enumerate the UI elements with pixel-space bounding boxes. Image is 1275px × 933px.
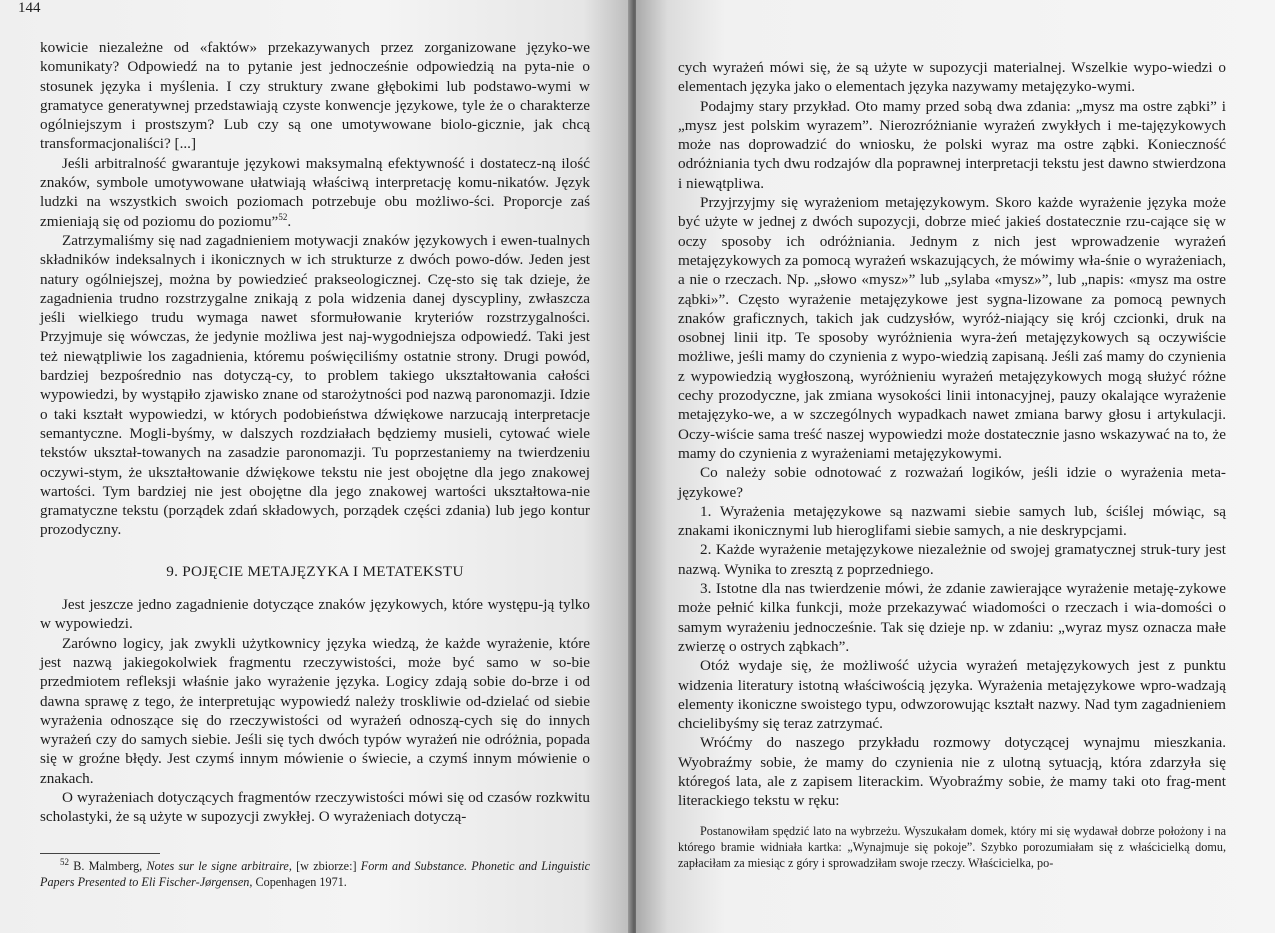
paragraph: Co należy sobie odnotować z rozważań logików, jeśli idzie o wyrażenia meta-językowe?	[678, 464, 1226, 501]
left-page-text	[40, 38, 590, 827]
list-item: 1. Wyrażenia metajęzykowe są nazwami siebie samych lub, ściślej mówiąc, są znakami ikonicznymi lub hieroglifami siebie samych, a nie deskrypcjami.	[678, 502, 1226, 540]
footnote	[40, 858, 590, 890]
footnote-title: Notes sur le signe arbitraire,	[146, 859, 292, 873]
footnote-place: Copenhagen 1971.	[255, 875, 347, 889]
footnote-reference[interactable]: 52	[278, 211, 288, 222]
paragraph: cych wyrażeń mówi się, że są użyte w supozycji materialnej. Wszelkie wypo-wiedzi o elementach języka jako o elementach języka nazywamy metajęzyko-wymi.	[678, 59, 1226, 96]
paragraph: Przyjrzyjmy się wyrażeniom metajęzykowym. Skoro każde wyrażenie języka może być użyte w jednej z dwóch supozycji, dobrze mieć jakieś dostatecznie rzu-cające się w oczy sposoby ich odróżniania. Jednym z nich jest wprowadzenie wyrażeń metajęzykowych za pomocą wyrażeń wskazujących, że mówimy wła-śnie o wyrażeniach, a nie o rzeczach. Np. „słowo «mysz»” lub „sylaba «mysz»”, lub „napis: «mysz ma ostre ząbki»”. Często wyrażenie metajęzykowe jest sygna-lizowane za pomocą pewnych znaków graficznych, takich jak cudzysłów, wyróż-niający się krój czcionki, druk na osobnej linii itp. Te sposoby wyróżnienia wyra-żeń metajęzykowych są oczywiście możliwe, jeśli mamy do czynienia z wypo-wiedzią zapisaną. Jeśli zaś mamy do czynienia z wypowiedzią wygłoszoną, wyróżnieniu wyrażeń metajęzykowych mogą służyć różne cechy prozodyczne, jak zmiana wysokości linii intonacyjnej, pauzy okalające wyrażenie metajęzyko-we, a w szczególnych wypadkach nawet zmiana barwy głosu i artykulacji. Oczy-wiście sama treść naszej wypowiedzi może dostatecznie jasno wskazywać na to, że mamy do czynienia z wyrażeniami metajęzykowymi.	[678, 194, 1226, 462]
section-heading: 9. POJĘCIE METAJĘZYKA I METATEKSTU	[166, 562, 464, 580]
paragraph: Podajmy stary przykład. Oto mamy przed sobą dwa zdania: „mysz ma ostre ząbki” i „mysz jest polskim wyrazem”. Nierozróżnianie wyrażeń zwykłych i me-tajęzykowych może nas doprowadzić do wniosku, że polski wyraz ma ostre ząbki. Konieczność odróżniania tych dwu rodzajów dla poprawnej interpretacji tekstu jest dawno stwierdzona i niewątpliwa.	[678, 97, 1226, 192]
paragraph: Jest jeszcze jedno zagadnienie dotyczące znaków językowych, które występu-ją tylko w wypowiedzi.	[40, 596, 590, 633]
footnote-author: B. Malmberg,	[73, 859, 143, 873]
paragraph-text: Jeśli arbitralność gwarantuje językowi maksymalną efektywność i dostatecz-ną ilość znaków, symbole umotywowane ułatwiają właściwą interpretację komu-nikatów. Język ludzki na wszystkich swoich poziomach potrzebuje obu możliwo-ści. Proporcje zaś zmieniają się od poziomu do poziomu”	[40, 154, 590, 230]
right-page-text	[678, 58, 1226, 871]
paragraph: kowicie niezależne od «faktów» przekazywanych przez zorganizowane języko-we komunikaty? Odpowiedź na to pytanie jest jednocześnie odpowiedzią na pyta-nie o stosunek języka i myślenia. I czy struktury zwane głębokimi lub podstawo-wymi w gramatyce generatywnej przedstawiają czyste konwencje językowe, tyle że o charakterze ogólniejszym i prostszym? Lub czy są one umotywowane biolo-gicznie, jak chcą transformacjonaliści? [...]	[40, 39, 590, 153]
paragraph: O wyrażeniach dotyczących fragmentów rzeczywistości mówi się od czasów rozkwitu scholastyki, że są użyte w supozycji zwykłej. O wyrażeniach dotyczą-	[40, 788, 590, 826]
footnote-divider	[40, 853, 160, 854]
footnote-collection-title: Form and Substance. Phonetic and Linguistic Papers Presented to Eli Fischer-Jørgensen,	[40, 859, 591, 889]
left-page	[0, 0, 634, 933]
paragraph: Otóż wydaje się, że możliwość użycia wyrażeń metajęzykowych jest z punktu widzenia literatury istotną właściwością języka. Wyrażenia metajęzykowe wpro-wadzają elementy ikoniczne swoistego typu, odwzorowując kształt nazwy. Nad tym zagadnieniem chcielibyśmy się teraz zatrzymać.	[678, 657, 1226, 733]
footnote-number: 52	[60, 856, 69, 867]
quote-text: Postanowiłam spędzić lato na wybrzeżu. Wyszukałam domek, który mi się wydawał dobrze położony i na którego bramie widniała kartka: „Wynajmuje się pokoje”. Szybko porozumiałam się z właścicielką domu, zapłaciłam za miesiąc z góry i sprowadziłam swoje rzeczy. Właścicielka, po-	[678, 823, 1226, 870]
paragraph: Zarówno logicy, jak zwykli użytkownicy języka wiedzą, że każde wyrażenie, które jest nazwą jakiegokolwiek fragmentu rzeczywistości, może być samo w so-bie przedmiotem refleksji właśnie jako wyrażenie języka. Logicy zdają sobie do-brze i od dawna sprawę z tego, że interpretując wypowiedź należy troskliwie od-dzielać od siebie wyrażenia odnoszące się do rzeczywistości od wyrażeń odnoszą-cych się do innych wyrażeń czy do samych siebie. Jeśli się tych dwóch typów wyrażeń nie odróżnia, popada się w groźne błędy. Jest czymś innym mówienie o świecie, a czymś innym mówienie o znakach.	[40, 634, 590, 787]
right-page	[636, 0, 1275, 933]
list-item: 2. Każde wyrażenie metajęzykowe niezależnie od swojej gramatycznej struk-tury jest nazwą. Wynika to zresztą z poprzedniego.	[678, 541, 1226, 578]
paragraph: Jeśli arbitralność gwarantuje językowi maksymalną efektywność i dostatecz-ną ilość znaków, symbole umotywowane ułatwiają właściwą interpretację komu-nikatów. Język ludzki na wszystkich swoich poziomach potrzebuje obu możliwo-ści. Proporcje zaś zmieniają się od poziomu do poziomu”$^{52}$.	[40, 154, 590, 230]
literary-quote	[678, 823, 1226, 871]
footnote-mid: [w zbiorze:]	[296, 859, 357, 873]
paragraph: Wróćmy do naszego przykładu rozmowy dotyczącej wynajmu mieszkania. Wyobraźmy sobie, że mamy do czynienia nie z ulotną sytuacją, która zdarzyła się któregoś lata, ale z zapisem literackim. Wyobraźmy sobie, że mamy taki oto frag-ment literackiego tekstu w ręku:	[678, 734, 1226, 810]
paragraph: Zatrzymaliśmy się nad zagadnieniem motywacji znaków językowych i ewen-tualnych składników indeksalnych i ikonicznych w ich strukturze z dwóch powo-dów. Jeden jest natury ogólniejszej, można by powiedzieć prakseologicznej. Czę-sto się tak dzieje, że zagadnienia trudno rozstrzygalne znikają z pola widzenia danej dyscypliny, zwłaszcza jeśli wielkiego trudu wymaga nawet sformułowanie kryteriów rozstrzygalności. Przyjmuje się wówczas, że jedynie możliwa jest naj-wygodniejsza odpowiedź. Taki jest też niewątpliwie los zagadnienia, któremu poświęciliśmy ostatnie strony. Drugi powód, bardziej bezpośrednio nas dotyczą-cy, to problem takiego ukształtowania całości wypowiedzi, by wystąpiło zjawisko znane od starożytności pod nazwą paronomazji. Idzie o taki kształt wypowiedzi, w których podobieństwa dźwiękowe narzucają interpretacje semantyczne. Mogli-byśmy, w dalszych rozdziałach będziemy musieli, cytować wiele tekstów ukształ-towanych na zasadzie paronomazji. Tu poprzestaniemy na twierdzeniu oczywi-stym, że ukształtowanie dźwiękowe tekstu nie jest obojętne dla jego znakowej wartości. Tym bardziej nie jest obojętne dla jego znakowej wartości ukształtowa-nie gramatyczne tekstu (porządek zdań składowych, porządek części zdania) lub jego kontur prozodyczny.	[40, 231, 590, 539]
list-item: 3. Istotne dla nas twierdzenie mówi, że zdanie zawierające wyrażenie metaję-zykowe może pełnić kilka funkcji, może przekazywać wiadomości o rzeczach i wia-domości o samym wyrażeniu jednocześnie. Tak się dzieje np. w zdaniu: „wyraz mysz oznacza małe zwierzę o ostrych ząbkach”.	[678, 580, 1226, 655]
page-number: 144	[18, 0, 41, 16]
